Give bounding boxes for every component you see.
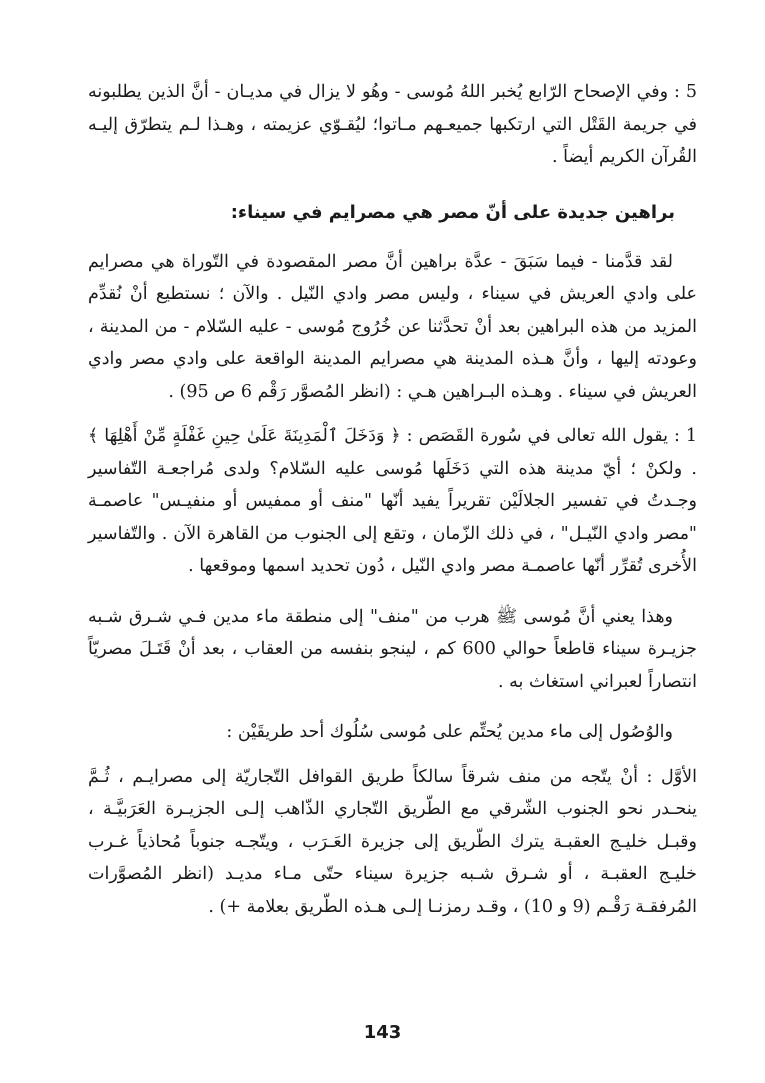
paragraph-first-route: الأوَّل : أنْ يتّجه من منف شرقاً سالكاً طريق القوافل التّجاريّة إلى مصرايـم ، ثُـمَّ ينحـدر نحو الجنوب الشّرقي مع الطّريق التّجاري الذّاهب إلـى الجزيـرة العَرَبيَّـة ، وقبـل خليـج العقبـة يترك الطّريق إلى جزيرة العَـرَب ، ويتّجـه جنوباً مُحاذياً غـرب خليـج العقبـة ، أو شـرق شـبه جزيرة سيناء حتّى مـاء مديـد (انظر المُصوَّرات المُرفقـة رَقْـم (9 و 10) ، وقـد رمزنـا إلـى هـذه الطّريق بعلامة +) .: [88, 766, 697, 917]
page-number: 143: [363, 1022, 402, 1043]
paragraph-fifth-point: 5 : وفي الإصحاح الرّابع يُخبر اللهُ مُوسى - وهُو لا يزال في مديـان - أنَّ الذين يطلبونه في جريمة القَتْل التي ارتكبها جميعـهم مـاتوا؛ ليُقـوّي عزيمته ، وهـذا لـم يتطرّق إليـه القُرآن الكريم أيضاً .: [88, 82, 697, 167]
paragraph-intro-proofs: لقد قدَّمنا - فيما سَبَقَ - عدَّة براهين أنَّ مصر المقصودة في التّوراة هي مصرايم على وادي العريش في سيناء ، وليس مصر وادي النّيل . والآن ؛ نستطيع أنْ نُقدِّم المزيد من هذه البراهين بعد أنْ تحدَّثنا عن خُرُوج مُوسى - عليه السّلام - من المدينة ، وعودته إليها ، وأنَّ هـذه المدينة هي مصرايم المدينة الواقعة على وادي مصر وادي العريش في سيناء . وهـذه البـراهين هـي : (انظر المُصوَّر رَقْم 6 ص 95) .: [88, 251, 697, 402]
section-heading: براهين جديدة على أنّ مصر هي مصرايم في سيناء:: [230, 201, 675, 223]
paragraph-escape: وهذا يعني أنَّ مُوسى ﷺ هرب من "منف" إلى منطقة ماء مدين فـي شـرق شـبه جزيـرة سيناء قاطعاً حوالي 600 كم ، لينجو بنفسه من العقاب ، بعد أنْ قَتَـلَ مصريّاً انتصاراً لعبراني استغاث به .: [88, 606, 697, 692]
paragraph-two-routes: والوُصُول إلى ماء مدين يُحتِّم على مُوسى سُلُوك أحد طريقَيْن :: [226, 722, 673, 742]
paragraph-first-proof: 1 : يقول الله تعالى في سُورة القَصَص : ﴿ وَدَخَلَ ٱلْمَدِينَةَ عَلَىٰ حِينِ غَفْلَةٍ مِّنْ أَهْلِهَا ﴾ . ولكنْ ؛ أيّ مدينة هذه التي دَخَلَها مُوسى عليه السّلام؟ ولدى مُراجعـة التّفاسير وجـدتُ في تفسير الجلالَيْن تقريراً يفيد أنّها "منف أو ممفيس أو منفيـس" عاصمـة "مصر وادي النّيـل" ، في ذلك الزّمان ، وتقع إلى الجنوب من القاهرة الآن . والتّفاسير الأُخرى تُقرِّر أنّها عاصمـة مصر وادي النّيل ، دُون تحديد اسمها وموقعها .: [88, 426, 697, 576]
